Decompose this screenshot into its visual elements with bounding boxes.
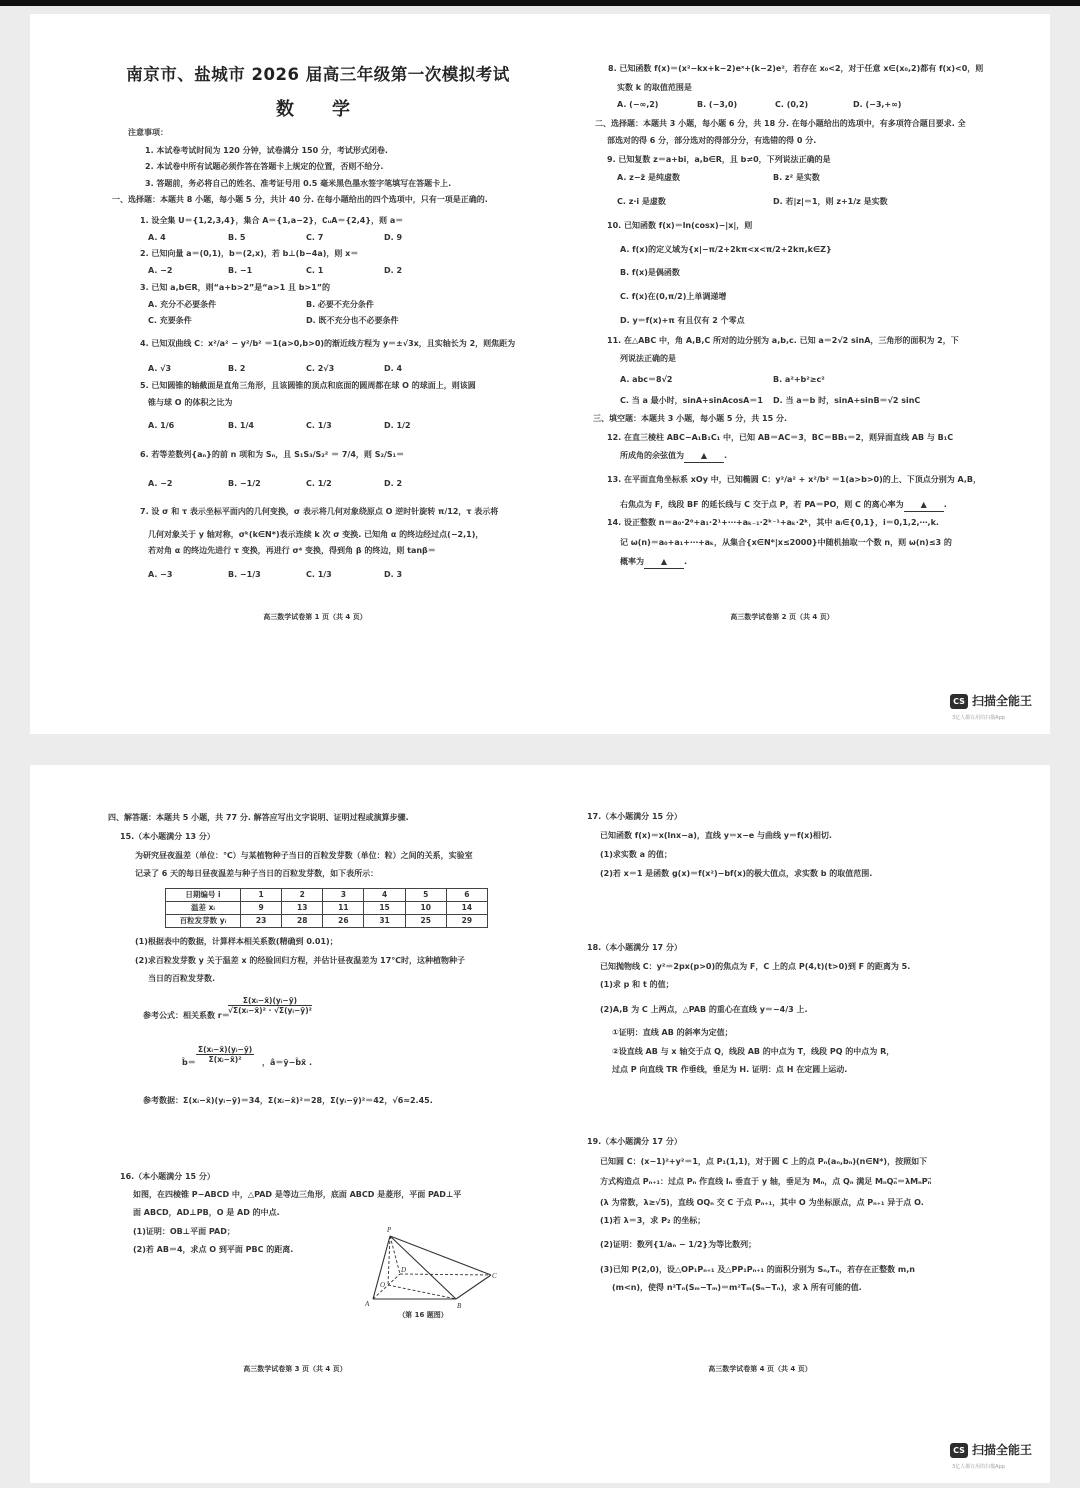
question-stem: [600, 961, 910, 973]
option: [306, 232, 323, 244]
option: [148, 265, 172, 277]
option-text: B. z² 是实数: [773, 173, 820, 182]
option: [148, 315, 192, 327]
table-cell: 5: [405, 889, 446, 902]
option-text: A. f(x)的定义域为{x|−π/2+2kπ<x<π/2+2kπ,k∈Z}: [620, 245, 832, 254]
pyramid-figure: [360, 1222, 500, 1312]
question-stem: [617, 82, 692, 94]
option: [620, 267, 680, 279]
sub-question: [133, 1226, 235, 1238]
table-cell: 2: [282, 889, 323, 902]
option-text: D. 2: [384, 479, 403, 488]
option-text: C. 当 a 最小时，sinA+sinAcosA＝1: [620, 396, 763, 405]
slope-formula: [196, 1045, 254, 1064]
sub-question: [600, 1239, 756, 1251]
question-stem-text: 若对角 α 的终边先进行 τ 变换，再进行 σ⁴ 变换，得到角 β 的终边，则 tanβ＝: [148, 546, 436, 555]
option: [620, 395, 763, 407]
question-stem: [135, 850, 473, 862]
sub-question: [135, 936, 338, 948]
sub-question: [133, 1244, 293, 1256]
option-text: A. −2: [148, 266, 173, 275]
section-heading: [607, 135, 816, 147]
question-stem: [607, 474, 981, 486]
question-stem-text: 为研究昼夜温差（单位：℃）与某植物种子当日的百粒发芽数（单位：粒）之间的关系，实验室: [135, 851, 473, 860]
table-cell: 9: [241, 902, 282, 915]
table-row: [166, 902, 488, 915]
question-header-text: 16.（本小题满分 15 分）: [120, 1172, 215, 1181]
option: [148, 299, 216, 311]
option: [384, 232, 402, 244]
table-cell: 13: [282, 902, 323, 915]
option: [306, 478, 332, 490]
segment-ob: [388, 1285, 456, 1299]
section-heading: [593, 413, 787, 425]
option: [306, 315, 398, 327]
sub-question: [135, 955, 465, 967]
label-o: O: [380, 1281, 386, 1289]
table-row: [166, 889, 488, 902]
question-stem-text: 已知函数 f(x)＝x(lnx−a)，直线 y＝x−e 与曲线 y＝f(x)相切.: [600, 831, 832, 840]
note-item-text: 1. 本试卷考试时间为 120 分钟，试卷满分 150 分，考试形式闭卷.: [145, 146, 388, 155]
sub-question: [600, 849, 672, 861]
option-text: C. 充要条件: [148, 316, 192, 325]
table-cell: 25: [405, 915, 446, 928]
question-stem-text: 记录了 6 天的每日昼夜温差与种子当日的百粒发芽数，如下表所示：: [135, 869, 379, 878]
question-stem: [607, 220, 752, 232]
option-text: C. 1/2: [306, 479, 332, 488]
option: [384, 478, 402, 490]
option: [620, 315, 745, 327]
question-stem: [148, 529, 483, 541]
question-stem-text: 14. 设正整数 n＝a₀·2⁰+a₁·2¹+⋯+aₖ₋₁·2ᵏ⁻¹+aₖ·2ᵏ，其中 aᵢ∈{0,1}，i＝0,1,2,⋯,k.: [607, 518, 939, 527]
sub-question-text: (1)求 p 和 t 的值；: [600, 980, 674, 989]
option: [620, 244, 832, 256]
option-text: A. abc＝8√2: [620, 375, 673, 384]
exam-title-text: 南京市、盐城市 2026 届高三年级第一次模拟考试: [126, 65, 510, 84]
option-text: D. 4: [384, 364, 403, 373]
option-text: A. 1/6: [148, 421, 175, 430]
question-stem: [607, 154, 831, 166]
sub-question-text: (1)根据表中的数据，计算样本相关系数(精确到 0.01)；: [135, 937, 338, 946]
subject-title-text: 数 学: [276, 99, 360, 120]
sub-question-text: ②设直线 AB 与 x 轴交于点 Q，线段 AB 的中点为 T，线段 PQ 的中点为 R，: [612, 1047, 895, 1056]
question-header-text: 17.（本小题满分 15 分）: [587, 812, 682, 821]
notes-heading-text: 注意事项：: [128, 128, 168, 137]
table-cell: 26: [323, 915, 364, 928]
option: [228, 265, 252, 277]
option: [620, 374, 673, 386]
note-item: [145, 178, 451, 190]
sub-question: [612, 1027, 733, 1039]
section-heading-text: 一、选择题：本题共 8 小题，每小题 5 分，共计 40 分. 在每小题给出的四个选项中，只有一项是正确的.: [112, 195, 488, 204]
sub-question: [612, 1046, 894, 1058]
page-footer: [263, 611, 367, 623]
label-a: A: [365, 1300, 370, 1308]
option-text: C. 7: [306, 233, 324, 242]
question-stem: [140, 248, 358, 260]
option: [620, 291, 726, 303]
reference-data-text: 参考数据：Σ(xᵢ−x̄)(yᵢ−ȳ)＝34，Σ(xᵢ−x̄)²＝28，Σ(yᵢ−ȳ)²＝42，√6≈2.45.: [143, 1096, 433, 1105]
option-text: B. a²+b²≥c²: [773, 375, 825, 384]
question-stem-text: 12. 在直三棱柱 ABC−A₁B₁C₁ 中，已知 AB＝AC＝3，BC＝BB₁＝2，则异面直线 AB 与 B₁C: [607, 433, 954, 442]
question-header: [120, 831, 215, 843]
option: [617, 99, 658, 111]
question-stem-text: 9. 已知复数 z＝a+bi，a,b∈R，且 b≠0，下列说法正确的是: [607, 155, 831, 164]
option: [775, 99, 808, 111]
sub-question: [600, 979, 674, 991]
sub-question-text: (3)已知 P(2,0)，设△OP₁Pₙ₊₁ 及△PP₁Pₙ₊₁ 的面积分别为 Sₙ,Tₙ，若存在正整数 m,n: [600, 1265, 915, 1274]
option: [306, 569, 332, 581]
edge-pd: [390, 1236, 400, 1274]
option: [773, 172, 820, 184]
page-footer-text: 高三数学试卷第 3 页（共 4 页）: [243, 1365, 347, 1373]
subject-title: [276, 99, 360, 121]
option-text: A. 4: [148, 233, 166, 242]
option: [148, 420, 174, 432]
question-stem-text: 概率为: [620, 557, 644, 566]
table-cell: 10: [405, 902, 446, 915]
table-cell: 4: [364, 889, 405, 902]
option-text: C. (0,2): [775, 100, 809, 109]
option: [228, 478, 261, 490]
section-heading-text: 二、选择题：本题共 3 小题，每小题 6 分，共 18 分. 在每小题给出的选项中，有多项符合题目要求. 全: [595, 119, 966, 128]
question-stem-text: 已知圆 C：(x−1)²+y²＝1，点 P₁(1,1)，对于圆 C 上的点 Pₙ(aₙ,bₙ)(n∈N*)，按照如下: [600, 1157, 928, 1166]
option-text: D. 若|z|＝1，则 z+1/z 是实数: [773, 197, 888, 206]
section-heading-text: 三、填空题：本题共 3 小题，每小题 5 分，共 15 分.: [593, 414, 788, 423]
question-header: [587, 811, 682, 823]
sub-question-text: (2)证明：数列{1/aₙ − 1/2}为等比数列；: [600, 1240, 757, 1249]
question-header: [587, 942, 682, 954]
watermark-tagline: 3亿人都在用的扫描App: [952, 715, 1005, 721]
answer-blank: ▲: [904, 499, 944, 512]
option-text: A. −3: [148, 570, 173, 579]
sub-question-text: (m<n)，使得 n²Tₙ(Sₘ−Tₘ)＝m²Tₘ(Sₙ−Tₙ)，求 λ 所有可能的值.: [612, 1283, 862, 1292]
question-stem-text: 方式构造点 Pₙ₊₁：过点 Pₙ 作直线 lₙ 垂直于 y 轴，垂足为 Mₙ，点 Qₙ 满足 MₙQₙ⃗＝λMₙPₙ⃗: [600, 1177, 932, 1186]
table-row: [166, 915, 488, 928]
question-stem-text: (λ 为常数，λ≥√5)，直线 OQₙ 交 C 于点 Pₙ₊₁，其中 O 为坐标原点，点 Pₙ₊₁ 异于点 O.: [600, 1198, 924, 1207]
exam-title: [126, 64, 509, 86]
sub-question-text: (2)A,B 为 C 上两点，△PAB 的重心在直线 y＝−4/3 上.: [600, 1005, 808, 1014]
question-stem: [607, 517, 939, 529]
question-stem-text: 3. 已知 a,b∈R，则“a+b>2”是“a>1 且 b>1”的: [140, 283, 331, 292]
question-stem: [135, 868, 378, 880]
question-stem: [140, 380, 476, 392]
sub-question-text: (2)若 AB＝4，求点 O 到平面 PBC 的距离.: [133, 1245, 294, 1254]
note-item: [145, 145, 388, 157]
option: [617, 172, 680, 184]
option: [773, 374, 825, 386]
answer-blank: ▲: [644, 556, 684, 569]
option-text: D. 9: [384, 233, 403, 242]
table-cell: 28: [282, 915, 323, 928]
option: [384, 420, 411, 432]
watermark-brand: 扫描全能王: [972, 694, 1033, 708]
option-text: C. 1/3: [306, 421, 332, 430]
question-stem-text: 13. 在平面直角坐标系 xOy 中，已知椭圆 C：y²/a² + x²/b² ＝1(a>b>0)的上、下顶点分别为 A,B，: [607, 475, 982, 484]
sub-question-text: (1)证明：OB⊥平面 PAD；: [133, 1227, 235, 1236]
cs-logo-icon: CS: [950, 1443, 968, 1458]
page-footer-text: 高三数学试卷第 2 页（共 4 页）: [730, 613, 834, 621]
page-footer-text: 高三数学试卷第 1 页（共 4 页）: [263, 613, 367, 621]
question-stem: [600, 1197, 924, 1209]
option: [617, 196, 666, 208]
question-stem: [140, 282, 330, 294]
notes-heading: [128, 127, 168, 139]
option-text: A. z−z̄ 是纯虚数: [617, 173, 680, 182]
section-heading-text: 部选对的得 6 分，部分选对的得部分分，有选错的得 0 分.: [607, 136, 817, 145]
option-text: B. −1: [228, 266, 253, 275]
question-header-text: 18.（本小题满分 17 分）: [587, 943, 682, 952]
option: [306, 265, 323, 277]
sub-question: [600, 868, 872, 880]
sub-question: [600, 1004, 808, 1016]
option-text: A. (−∞,2): [617, 100, 659, 109]
cs-logo-icon: CS: [950, 694, 968, 709]
option-text: D. 2: [384, 266, 403, 275]
question-stem-text: 锥与球 O 的体积之比为: [148, 398, 233, 407]
sub-question: [612, 1064, 847, 1076]
label-p: P: [387, 1226, 392, 1234]
question-stem: [133, 1207, 280, 1219]
answer-blank: ▲: [684, 450, 724, 463]
question-stem: [148, 545, 436, 557]
table-cell: 1: [241, 889, 282, 902]
option: [148, 569, 172, 581]
table-cell: 6: [446, 889, 487, 902]
question-stem: [140, 338, 515, 350]
question-stem: 概率为 ▲ .: [620, 556, 687, 569]
question-stem-text: 11. 在△ABC 中，角 A,B,C 所对的边分别为 a,b,c. 已知 a＝2√2 sinA，三角形的面积为 2，下: [607, 336, 959, 345]
question-stem-text: 几何对象关于 y 轴对称，σᵏ(k∈N*)表示连续 k 次 σ 变换. 已知角 α 的终边经过点(−2,1)，: [148, 530, 484, 539]
question-stem: [607, 432, 953, 444]
option-text: C. 1/3: [306, 570, 332, 579]
option-text: A. 充分不必要条件: [148, 300, 217, 309]
option-text: D. 当 a＝b 时，sinA+sinB＝√2 sinC: [773, 396, 921, 405]
question-stem: [607, 335, 959, 347]
option: [306, 363, 334, 375]
note-item: [145, 161, 383, 173]
section-heading-text: 四、解答题：本题共 5 小题，共 77 分. 解答应写出文字说明、证明过程或演算步骤.: [108, 813, 409, 822]
germination-data-table: [165, 888, 488, 928]
table-cell: 百粒发芽数 yᵢ: [166, 915, 241, 928]
option-text: D. 1/2: [384, 421, 411, 430]
question-stem: [608, 63, 983, 75]
option: [148, 363, 171, 375]
option-text: B. 必要不充分条件: [306, 300, 374, 309]
sub-question-text: (2)若 x＝1 是函数 g(x)＝f(x²)−bf(x)的极大值点，求实数 b 的取值范围.: [600, 869, 873, 878]
option-text: D. 3: [384, 570, 403, 579]
sub-question: [600, 1264, 915, 1276]
table-cell: 温差 xᵢ: [166, 902, 241, 915]
watermark-tagline: 3亿人都在用的扫描App: [952, 1464, 1005, 1470]
option: [853, 99, 901, 111]
formula-denominator: Σ(xᵢ−x̄)²: [208, 1055, 242, 1064]
option: [228, 232, 246, 244]
question-stem-text: 面 ABCD，AD⊥PB，O 是 AD 的中点.: [133, 1208, 280, 1217]
question-header-text: 19.（本小题满分 17 分）: [587, 1137, 682, 1146]
edge-pa: [373, 1236, 390, 1299]
question-stem: [140, 506, 498, 518]
sub-question-text: (1)求实数 a 的值；: [600, 850, 672, 859]
intercept-formula: ，â＝ȳ−b̂x̄ .: [262, 1058, 313, 1067]
top-bar: [0, 0, 1080, 6]
formula-numerator: Σ(xᵢ−x̄)(yᵢ−ȳ): [198, 1045, 253, 1054]
question-stem: [600, 1176, 931, 1188]
edge-pb: [390, 1236, 456, 1299]
option: [773, 196, 888, 208]
option-text: A. −2: [148, 479, 173, 488]
note-item-text: 3. 答题前，务必将自己的姓名、准考证号用 0.5 毫米黑色墨水签字笔填写在答题卡上.: [145, 179, 452, 188]
option-text: D. 既不充分也不必要条件: [306, 316, 399, 325]
question-stem: 所成角的余弦值为 ▲ .: [620, 450, 727, 463]
option-text: B. 5: [228, 233, 246, 242]
edge-ad: [373, 1274, 400, 1299]
reference-data: [143, 1095, 433, 1107]
edge-dc: [400, 1274, 491, 1275]
question-stem: [140, 215, 403, 227]
section-heading: [112, 194, 488, 206]
question-stem-text: 右焦点为 F，线段 BF 的延长线与 C 交于点 P，若 PA＝PO，则 C 的离心率为: [620, 500, 904, 509]
option-text: B. 1/4: [228, 421, 254, 430]
table-cell: 15: [364, 902, 405, 915]
option-text: D. y＝f(x)+π 有且仅有 2 个零点: [620, 316, 745, 325]
formula-label: 参考公式：相关系数 r＝: [143, 1011, 230, 1020]
question-stem-text: 4. 已知双曲线 C：x²/a² − y²/b² ＝1(a>0,b>0)的渐近线方程为 y＝±√3x，且实轴长为 2，则焦距为: [140, 339, 516, 348]
question-stem-text: 实数 k 的取值范围是: [617, 83, 692, 92]
option: [306, 299, 374, 311]
question-stem: [148, 397, 232, 409]
slope-label: b̂＝: [182, 1058, 196, 1067]
sub-question: [612, 1282, 862, 1294]
table-cell: 14: [446, 902, 487, 915]
question-stem-text: 10. 已知函数 f(x)＝ln(cosx)−|x|，则: [607, 221, 753, 230]
page-footer: [243, 1363, 347, 1375]
page-footer: [708, 1363, 812, 1375]
page-footer: [730, 611, 834, 623]
option: [697, 99, 737, 111]
sub-question-text: 过点 P 向直线 TR 作垂线，垂足为 H. 证明：点 H 在定圆上运动.: [612, 1065, 848, 1074]
question-stem-text: 6. 若等差数列{aₙ}的前 n 项和为 Sₙ，且 S₁S₃/S₂² ＝ 7/4，则 S₂/S₁＝: [140, 450, 405, 459]
question-stem-text: 已知抛物线 C：y²＝2px(p>0)的焦点为 F，C 上的点 P(4,t)(t>0)到 F 的距离为 5.: [600, 962, 911, 971]
sub-question-text: (2)求百粒发芽数 y 关于温差 x 的经验回归方程，并估计昼夜温差为 17℃时，这种植物种子: [135, 956, 465, 965]
label-c: C: [492, 1272, 497, 1280]
table-cell: 11: [323, 902, 364, 915]
note-item-text: 2. 本试卷中所有试题必须作答在答题卡上规定的位置，否则不给分.: [145, 162, 384, 171]
option: [773, 395, 920, 407]
sub-question: [148, 973, 215, 985]
sub-question-text: 当日的百粒发芽数.: [148, 974, 216, 983]
option: [384, 569, 402, 581]
option-text: D. (−3,+∞): [853, 100, 902, 109]
question-stem-text: 2. 已知向量 a＝(0,1)，b＝(2,x)，若 b⊥(b−4a)，则 x＝: [140, 249, 359, 258]
question-stem-text: 所成角的余弦值为: [620, 451, 684, 460]
option-text: B. (−3,0): [697, 100, 738, 109]
question-stem-text: 如图，在四棱锥 P−ABCD 中，△PAD 是等边三角形，底面 ABCD 是菱形，平面 PAD⊥平: [133, 1190, 462, 1199]
option-text: C. z·i 是虚数: [617, 197, 666, 206]
sub-question-text: (1)若 λ＝3，求 P₂ 的坐标；: [600, 1216, 706, 1225]
figure-caption-text: （第 16 题图）: [398, 1311, 448, 1319]
question-stem: [620, 353, 676, 365]
question-stem-text: 7. 设 σ 和 τ 表示坐标平面内的几何变换，σ 表示将几何对象绕原点 O 逆时针旋转 π/12，τ 表示将: [140, 507, 499, 516]
formula-denominator: √Σ(xᵢ−x̄)² · √Σ(yᵢ−ȳ)²: [228, 1006, 312, 1015]
option: [228, 569, 261, 581]
watermark-brand: 扫描全能王: [972, 1443, 1033, 1457]
page-footer-text: 高三数学试卷第 4 页（共 4 页）: [708, 1365, 812, 1373]
table-cell: 23: [241, 915, 282, 928]
option-text: B. 2: [228, 364, 246, 373]
table-cell: 29: [446, 915, 487, 928]
question-stem-text: 8. 已知函数 f(x)＝(x²−kx+k−2)eˣ+(k−2)e²，若存在 x₀<2，对于任意 x∈(x₀,2)都有 f(x)<0，则: [608, 64, 984, 73]
option: [148, 478, 172, 490]
correlation-formula: [228, 996, 312, 1015]
question-stem: [140, 449, 404, 461]
section-heading: [108, 812, 409, 824]
sub-question: [600, 1215, 705, 1227]
question-stem: 右焦点为 F，线段 BF 的延长线与 C 交于点 P，若 PA＝PO，则 C 的离心率为 ▲ .: [620, 499, 947, 512]
sub-question-text: ①证明：直线 AB 的斜率为定值；: [612, 1028, 733, 1037]
option-text: B. −1/2: [228, 479, 261, 488]
section-heading: [595, 118, 966, 130]
option-text: B. −1/3: [228, 570, 261, 579]
option-text: C. f(x)在(0,π/2)上单调递增: [620, 292, 727, 301]
question-stem: [620, 537, 952, 549]
question-stem: [600, 1156, 927, 1168]
table-cell: 3: [323, 889, 364, 902]
option-text: A. √3: [148, 364, 172, 373]
table-cell: 31: [364, 915, 405, 928]
option: [306, 420, 332, 432]
option-text: C. 2√3: [306, 364, 335, 373]
question-stem-text: 记 ω(n)＝a₀+a₁+⋯+aₖ，从集合{x∈N*|x≤2000}中随机抽取一个数 n，则 ω(n)≤3 的: [620, 538, 952, 547]
question-stem-text: 5. 已知圆锥的轴截面是直角三角形，且该圆锥的顶点和底面的圆周都在球 O 的球面上，则该圆: [140, 381, 476, 390]
option: [228, 420, 254, 432]
edge-bc: [456, 1275, 491, 1299]
option: [384, 363, 402, 375]
question-header: [587, 1136, 682, 1148]
option: [384, 265, 402, 277]
option: [148, 232, 166, 244]
option: [228, 363, 246, 375]
question-stem: [133, 1189, 461, 1201]
table-cell: 日期编号 i: [166, 889, 241, 902]
question-stem: [600, 830, 832, 842]
question-stem-text: 列说法正确的是: [620, 354, 676, 363]
label-b: B: [457, 1302, 462, 1310]
label-d: D: [401, 1266, 407, 1274]
question-header-text: 15.（本小题满分 13 分）: [120, 832, 215, 841]
question-header: [120, 1171, 215, 1183]
formula-numerator: Σ(xᵢ−x̄)(yᵢ−ȳ): [228, 996, 312, 1006]
question-stem-text: 1. 设全集 U＝{1,2,3,4}，集合 A＝{1,a−2}，∁ᵤA＝{2,4}，则 a＝: [140, 216, 404, 225]
option-text: C. 1: [306, 266, 324, 275]
option-text: B. f(x)是偶函数: [620, 268, 680, 277]
